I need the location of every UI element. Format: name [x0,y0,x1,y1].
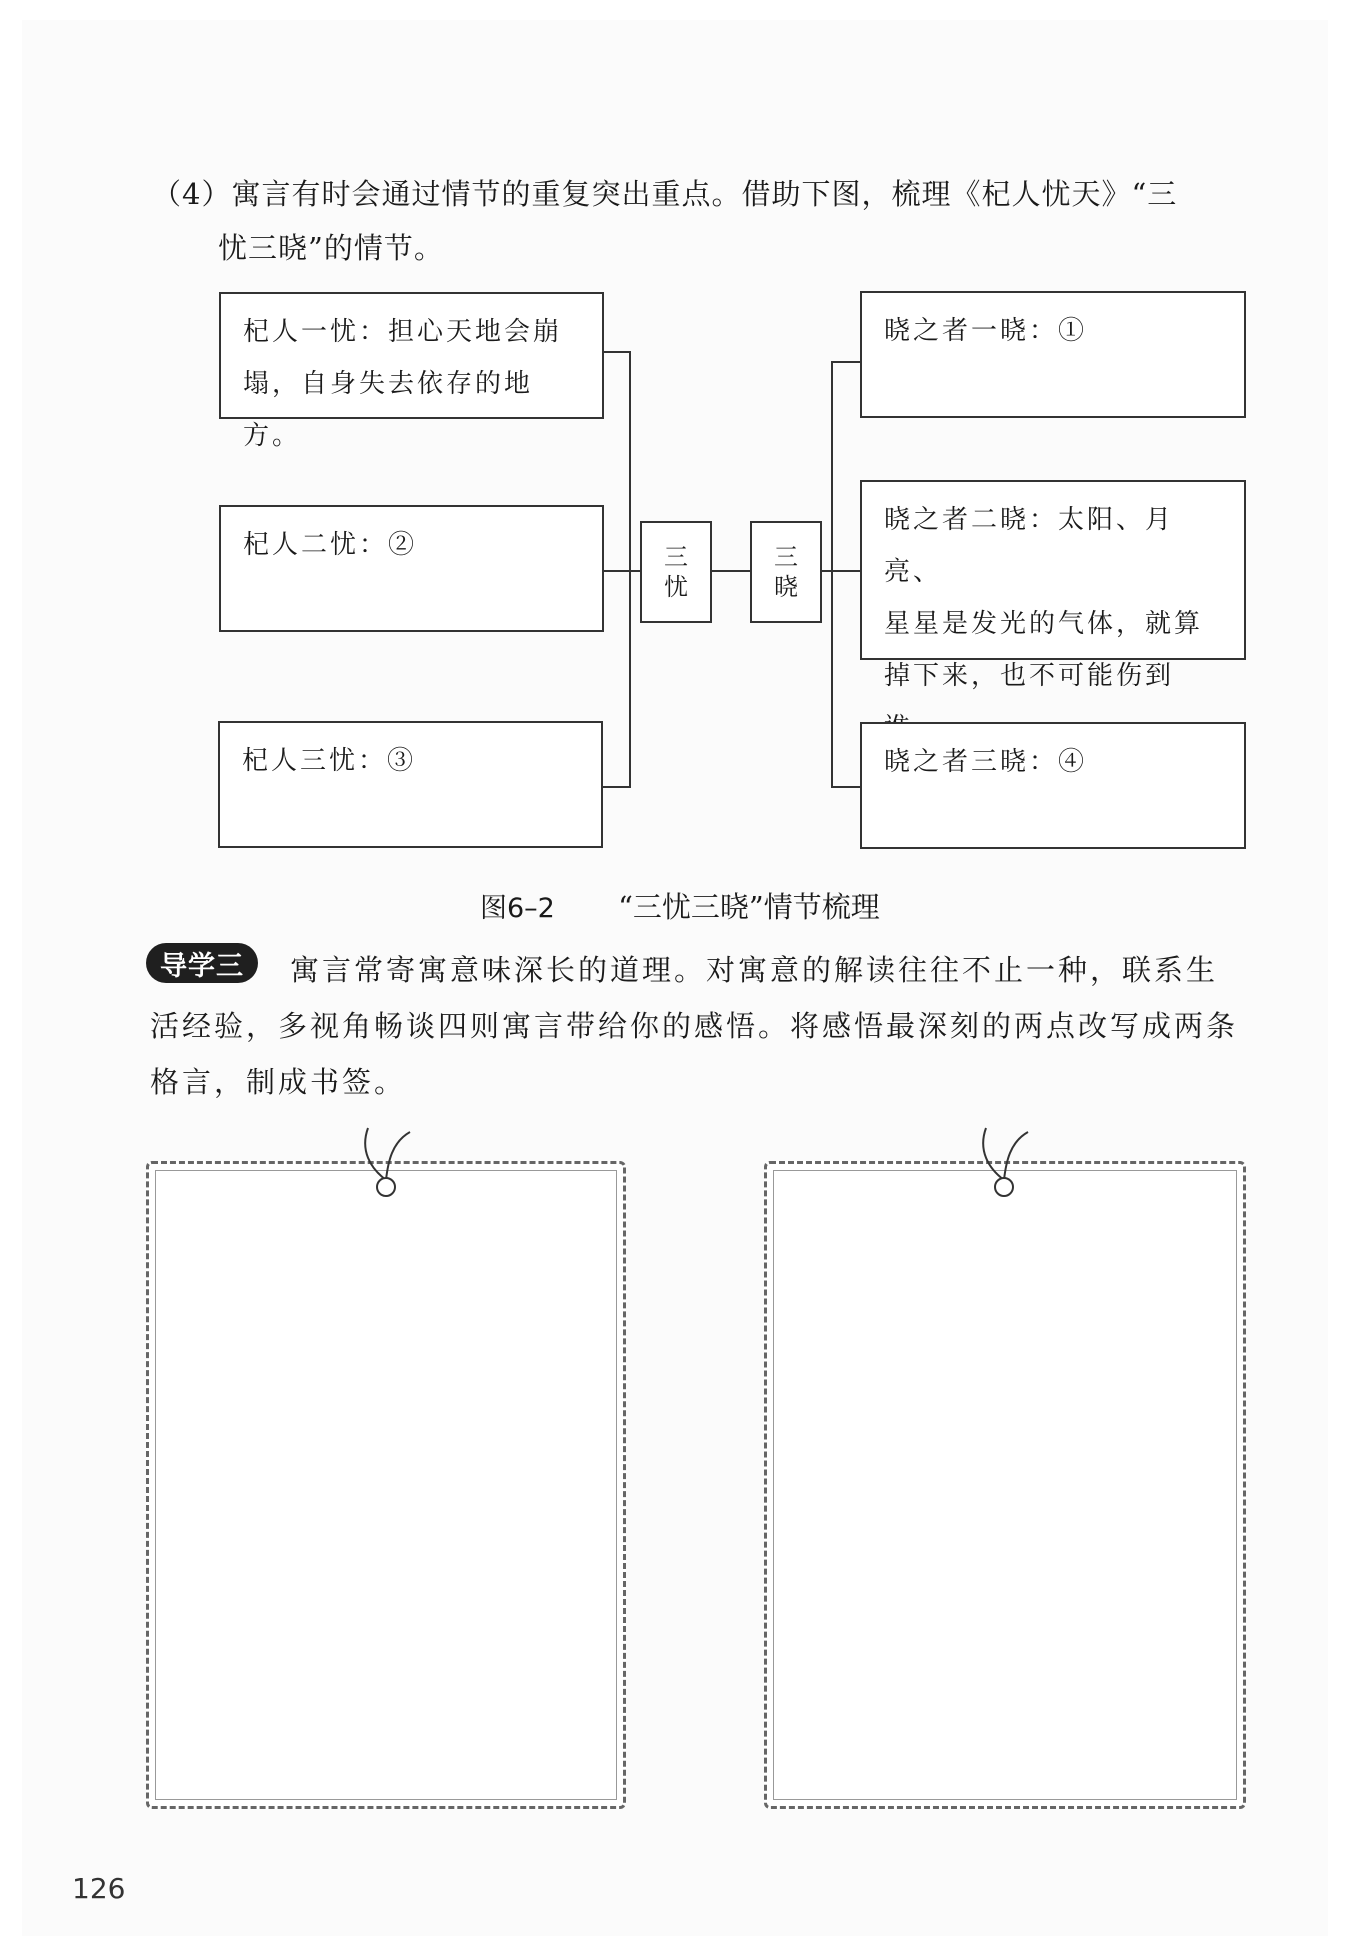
right-box-3-line-1: 晓之者三晓：④ [884,747,1088,777]
section-badge: 导学三 [146,943,258,983]
figure-title: “三忧三晓”情节梳理 [618,890,880,924]
right-box-2-line-1: 晓之者二晓：太阳、月亮、 [884,505,1175,587]
center-left-char-1: 三 [664,543,688,571]
center-right-char-1: 三 [774,543,798,571]
left-box-1-line-1: 杞人一忧：担心天地会崩 [243,317,563,347]
right-box-1-line-1: 晓之者一晓：① [884,316,1088,346]
right-box-2-line-2: 星星是发光的气体，就算 [884,609,1204,639]
left-box-3-line-1: 杞人三忧：③ [242,746,417,776]
tassel-left-icon [365,1128,410,1196]
page-number: 126 [72,1872,126,1905]
center-left-char-2: 忧 [664,573,688,601]
section-line-2: 活经验，多视角畅谈四则寓言带给你的感悟。将感悟最深刻的两点改写成两条 [150,1009,1239,1043]
left-box-1-line-2: 塌，自身失去依存的地方。 [243,369,534,451]
figure-number: 图6–2 [480,893,555,924]
section-line-1: 寓言常寄寓意味深长的道理。对寓意的解读往往不止一种，联系生 [290,953,1219,987]
center-right-char-2: 晓 [774,573,798,601]
tassel-right-icon [983,1128,1028,1196]
question-line-2: 忧三晓”的情节。 [218,231,444,265]
right-box-2-line-3: 掉下来，也不可能伤到 [884,661,1175,691]
section-line-3: 格言，制成书签。 [150,1065,407,1099]
left-box-2-line-1: 杞人二忧：② [243,530,418,560]
question-line-1: （4）寓言有时会通过情节的重复突出重点。借助下图，梳理《杞人忧天》“三 [152,177,1178,211]
